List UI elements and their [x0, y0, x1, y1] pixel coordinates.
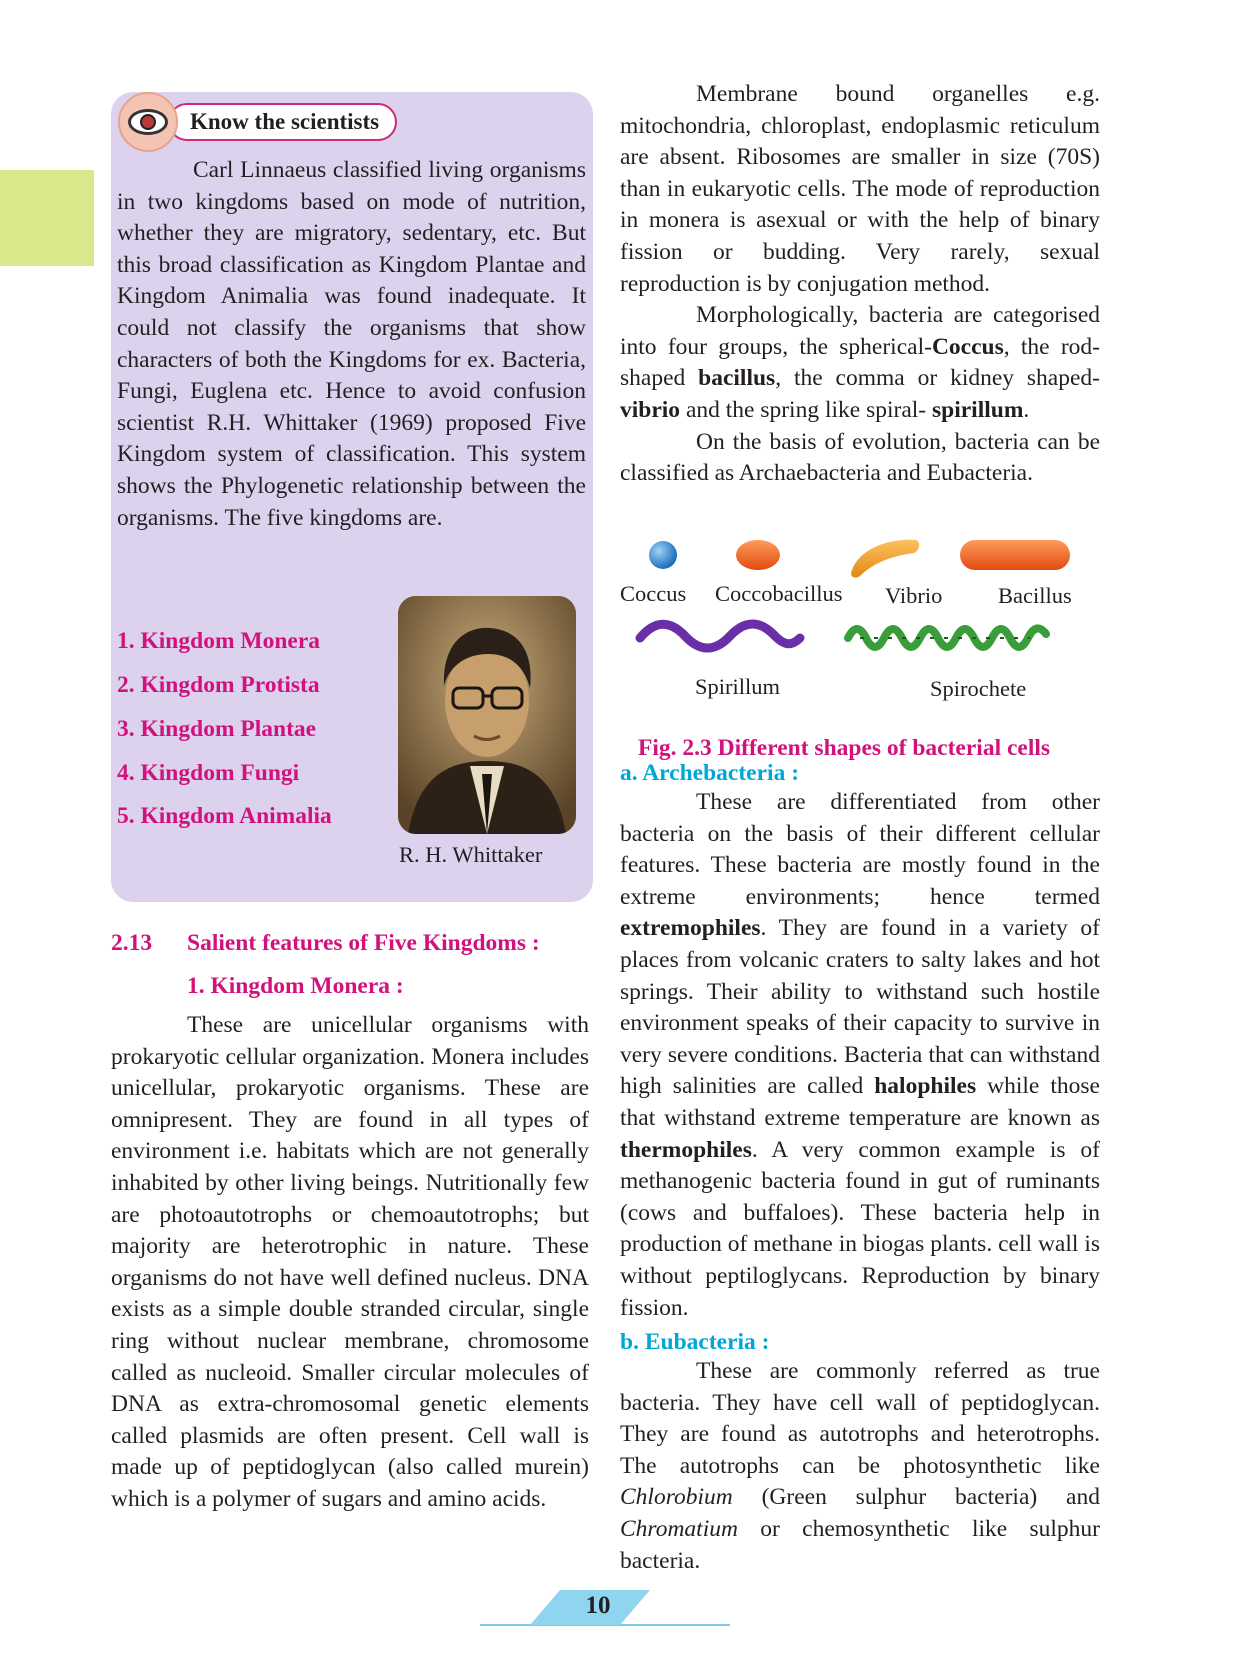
- archebacteria-heading: a. Archebacteria :: [620, 760, 800, 786]
- section-number: 2.13: [111, 930, 153, 956]
- label-coccus: Coccus: [620, 581, 687, 606]
- bacillus-cell: [960, 540, 1070, 570]
- archebacteria-paragraph: These are differentiated from other bacteria on the basis of their different cellular features. These bacteria are mostly found in the extreme environments; hence termed extremophiles. They are found in a variety of places from volcanic craters to salty lakes and hot springs. Their ability to withstand such hostile environment speaks of their capacity to survive in very severe conditions. Bacteria that can withstand high salinities are called halophiles while those that withstand extreme temperature are known as thermophiles. A very common example is of methanogenic bacteria found in gut of ruminants (cows and buffaloes). These bacteria help in production of methane in biogas plants. cell wall is without peptiloglycans. Reproduction by binary fission.: [620, 789, 1100, 1321]
- kingdom-item: 1. Kingdom Monera: [117, 628, 321, 654]
- evolution-paragraph: On the basis of evolution, bacteria can be classified as Archaebacteria and Eubacteria.: [620, 428, 1100, 487]
- right-column-text: [620, 79, 1100, 490]
- page-number: 10: [585, 1592, 611, 1619]
- subsection-title: 1. Kingdom Monera :: [187, 973, 404, 999]
- scientists-paragraph: Carl Linnaeus classified living organisms in two kingdoms based on mode of nutrition, whether they are migratory, sedentary, etc. But this broad classification as Kingdom Plantae and Kingdom Animalia was found inadequate. It could not classify the organisms that show characters of both the Kingdoms for ex. Bacteria, Fungi, Euglena etc. Hence to avoid confusion scientist R.H. Whittaker (1969) proposed Five Kingdom system of classification. This system shows the Phylogenetic relationship between the organisms. The five kingdoms are.: [117, 157, 586, 531]
- know-scientists-heading: Know the scientists: [168, 103, 397, 141]
- label-vibrio: Vibrio: [885, 583, 943, 608]
- eubacteria-paragraph: These are commonly referred as true bacteria. They have cell wall of peptidoglycan. They are found as autotrophs and heterotrophs. The autotrophs can be photosynthetic like Chlorobium (Green sulphur bacteria) and Chromatium or chemosynthetic like sulphur bacteria.: [620, 1358, 1100, 1574]
- whittaker-portrait: [398, 596, 576, 834]
- photo-caption: R. H. Whittaker: [399, 842, 543, 867]
- figure-caption: Fig. 2.3 Different shapes of bacterial cells: [638, 735, 1051, 761]
- coccobacillus-cell: [736, 540, 780, 570]
- morphology-paragraph: Morphologically, bacteria are categorised into four groups, the spherical-Coccus, the rod-shaped bacillus, the comma or kidney shaped- vibrio and the spring like spiral- spirillum.: [620, 302, 1100, 423]
- kingdom-item: 3. Kingdom Plantae: [117, 716, 317, 742]
- side-tab: [0, 170, 94, 266]
- coccus-cell: [649, 541, 677, 569]
- label-spirillum: Spirillum: [695, 674, 781, 699]
- label-bacillus: Bacillus: [998, 583, 1072, 608]
- organelles-paragraph: Membrane bound organelles e.g. mitochondria, chloroplast, endoplasmic reticulum are absent. Ribosomes are smaller in size (70S) than in eukaryotic cells. The mode of reproduction in monera is asexual or with the help of binary fission or budding. Very rarely, sexual reproduction is by conjugation method.: [620, 81, 1100, 297]
- eubacteria-heading: b. Eubacteria :: [620, 1329, 770, 1355]
- know-scientists-header: [118, 98, 397, 146]
- bacteria-figure: [620, 528, 1090, 708]
- monera-paragraph: These are unicellular organisms with prokaryotic cellular organization. Monera includes unicellular, prokaryotic organisms. These are omnipresent. They are found in all types of environment i.e. habitats which are not generally inhabited by other living beings. Nutritionally few are photoautotrophs or chemoautotrophs; but majority are heterotrophic in nature. These organisms do not have well defined nucleus. DNA exists as a simple double stranded circular, single ring without nuclear membrane, chromosome called as nucleoid. Smaller circular molecules of DNA as extra-chromosomal genetic elements called plasmids are often present. Cell wall is made up of peptidoglycan (also called murein) which is a polymer of sugars and amino acids.: [111, 1012, 589, 1512]
- kingdom-item: 2. Kingdom Protista: [117, 672, 320, 698]
- kingdom-item: 4. Kingdom Fungi: [117, 760, 300, 786]
- eye-icon: [118, 92, 178, 152]
- kingdom-item: 5. Kingdom Animalia: [117, 803, 332, 829]
- spirillum-cell: [640, 624, 800, 648]
- section-title: Salient features of Five Kingdoms :: [187, 930, 540, 956]
- page-number-badge: [480, 1588, 730, 1626]
- vibrio-cell: [851, 540, 919, 578]
- label-spirochete: Spirochete: [930, 676, 1027, 701]
- label-coccobacillus: Coccobacillus: [715, 581, 843, 606]
